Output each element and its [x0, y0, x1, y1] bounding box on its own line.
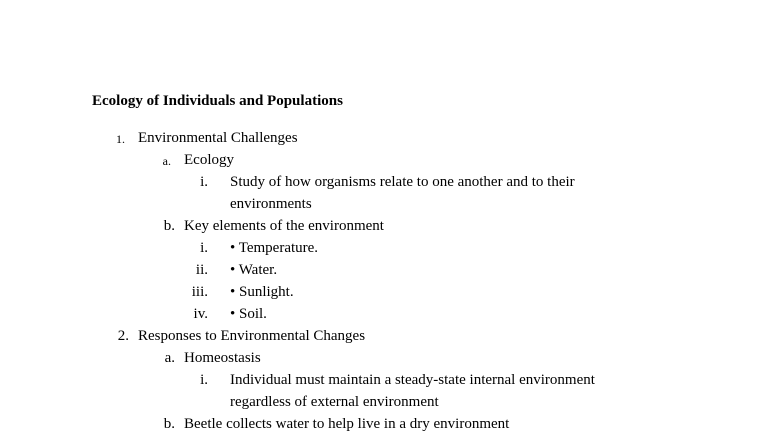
outline-marker: i.	[200, 240, 208, 256]
outline-marker: b.	[163, 218, 175, 234]
outline-marker: b.	[163, 416, 175, 432]
outline-marker: 1.	[116, 132, 125, 146]
outline-text: Homeostasis	[184, 350, 261, 366]
outline-text: Individual must maintain a steady-state internal environment	[230, 372, 595, 388]
outline-text: • Sunlight.	[230, 284, 294, 300]
outline-marker: 2.	[117, 328, 129, 344]
outline-marker: iv.	[193, 306, 208, 322]
outline-marker: ii.	[195, 262, 208, 278]
outline-text: • Temperature.	[230, 240, 319, 256]
outline-text: Beetle collects water to help live in a dry environment	[184, 416, 510, 432]
outline-text: environments	[230, 196, 312, 212]
outline-marker: i.	[200, 174, 208, 190]
outline-text: • Soil.	[230, 306, 267, 322]
outline-marker: a.	[162, 154, 171, 168]
outline-text: Responses to Environmental Changes	[138, 328, 366, 344]
outline-text: Study of how organisms relate to one another and to their	[230, 174, 575, 190]
outline-text: Environmental Challenges	[138, 130, 298, 146]
outline-marker: i.	[200, 372, 208, 388]
outline-marker: iii.	[191, 284, 208, 300]
outline-text: regardless of external environment	[230, 394, 439, 410]
outline-marker: a.	[164, 350, 175, 366]
outline-text: Key elements of the environment	[184, 218, 384, 234]
document-title: Ecology of Individuals and Populations	[92, 93, 343, 109]
outline-text: Ecology	[184, 152, 234, 168]
outline-text: • Water.	[230, 262, 278, 278]
